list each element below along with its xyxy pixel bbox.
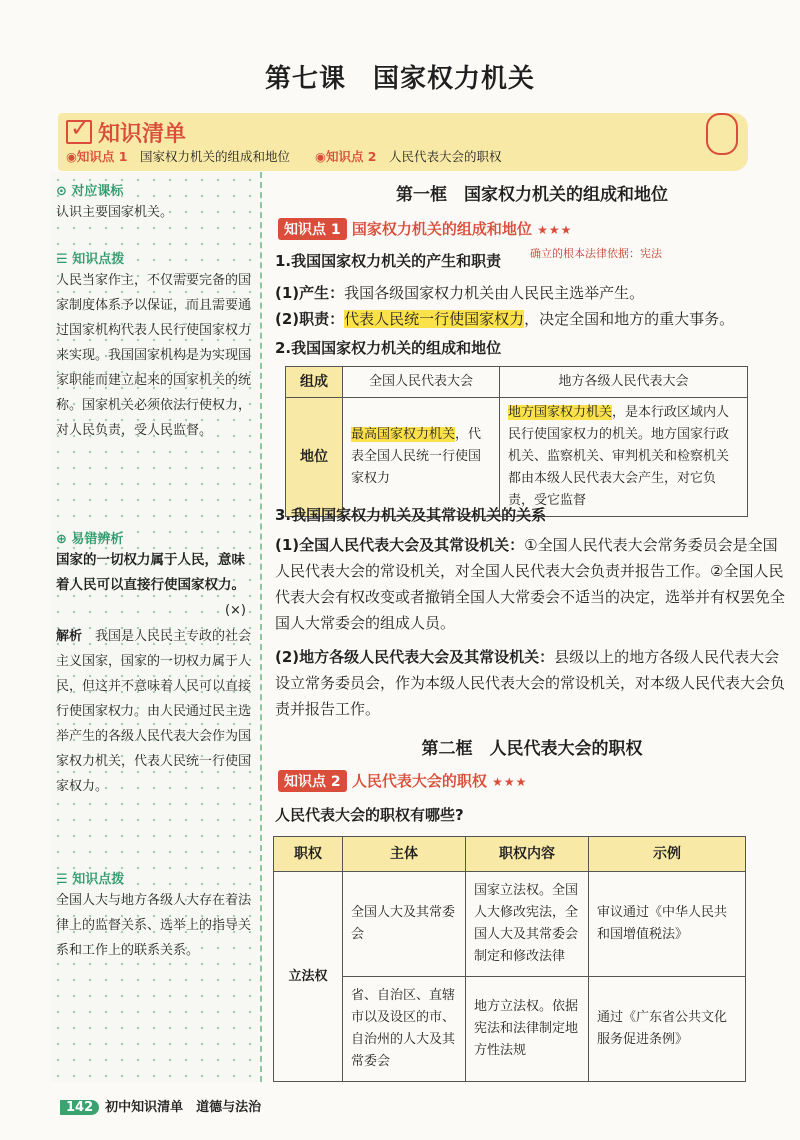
knowledge-banner (58, 113, 748, 171)
powers-table (273, 836, 746, 1082)
cell: 最高国家权力机关，代表全国人民统一行使国家权力 (343, 398, 500, 517)
sidebar-text-tip2: 全国人大与地方各级人大存在着法律上的监督关系、选举上的指导关系和工作上的联系关系。 (56, 893, 252, 958)
sidebar-error-analysis: 解析 我国是人民民主专政的社会主义国家，国家的一切权力属于人民，但这并不意味着人民可以直接行使国家权力。由人民通过民主选举产生的各级人民代表大会作为国家权力机关，代表人民统一行使国家权力。 (56, 629, 252, 794)
cell: 地方立法权。依据宪法和法律制定地方性法规 (466, 977, 589, 1082)
power-cell: 立法权 (274, 872, 343, 1082)
col-header: 职权内容 (466, 837, 589, 872)
footer: 142 初中知识清单 道德与法治 (60, 1096, 261, 1115)
banner-items: ◉知识点 1 国家权力机关的组成和地位 ◉知识点 2 人民代表大会的职权 (66, 149, 502, 164)
sidebar-error-question: 国家的一切权力属于人民，意味着人民可以直接行使国家权力。 (56, 552, 245, 593)
sidebar-error-answer: (×) (224, 603, 246, 618)
question: 人民代表大会的职权有哪些? (275, 806, 464, 824)
sidebar-head-tip: ☰ 知识点拨 (56, 252, 125, 267)
page-title: 第七课 国家权力机关 (264, 64, 535, 94)
checkbox-icon (66, 120, 92, 144)
sidebar-head-tip2: ☰ 知识点拨 (56, 872, 125, 887)
sidebar (50, 172, 262, 1082)
sidebar-head-error: ⊕ 易错辨析 (56, 532, 124, 547)
cell: 审议通过《中华人民共和国增值税法》 (589, 872, 746, 977)
section1-heading: 1.我国国家权力机关的产生和职责 (275, 252, 502, 270)
p1a: (1)产生：我国各级国家权力机关由人民民主选举产生。 (275, 284, 645, 302)
col-header: 示例 (589, 837, 746, 872)
page-number: 142 (60, 1100, 99, 1115)
sidebar-text-standard: 认识主要国家机关。 (56, 205, 174, 220)
cell: 全国人大及其常委会 (343, 872, 466, 977)
section2-heading: 2.我国国家权力机关的组成和地位 (275, 339, 502, 357)
composition-table (285, 366, 748, 517)
bullet-icon: ◉ (66, 149, 77, 164)
cell: 通过《广东省公共文化服务促进条例》 (589, 977, 746, 1082)
frame2-title: 第二框 人民代表大会的职权 (421, 739, 643, 759)
sidebar-text-tip: 人民当家作主，不仅需要完备的国家制度体系予以保证，而且需要通过国家机构代表人民行使国家权力来实现。我国国家机构是为实现国家职能而建立起来的国家机关的统称。国家机关必须依法行使权力，对人民负责，受人民监督。 (56, 273, 252, 438)
col-header: 职权 (274, 837, 343, 872)
cell: 省、自治区、直辖市以及设区的市、自治州的人大及其常委会 (343, 977, 466, 1082)
cell: 地方国家权力机关，是本行政区域内人民行使国家权力的机关。地方国家行政机关、监察机关、审判机关和检察机关都由本级人民代表大会产生，对它负责，受它监督 (500, 398, 748, 517)
row-label: 组成 (286, 367, 343, 398)
bullet-icon: ◉ (315, 149, 326, 164)
frame1-title: 第一框 国家权力机关的组成和地位 (396, 185, 668, 205)
cell: 全国人民代表大会 (343, 367, 500, 398)
kp1-heading: 知识点 1 国家权力机关的组成和地位 ★★★ (278, 218, 572, 240)
sidebar-head-standard: ⊙ 对应课标 (56, 184, 124, 199)
cell: 地方各级人民代表大会 (500, 367, 748, 398)
banner-title: ✓知识清单 (66, 117, 186, 148)
kp2-heading: 知识点 2 人民代表大会的职权 ★★★ (278, 770, 527, 792)
p1b: (2)职责：代表人民统一行使国家权力，决定全国和地方的重大事务。 (275, 310, 735, 328)
paperclip-icon (706, 113, 738, 155)
p3b: (2)地方各级人民代表大会及其常设机关：县级以上的地方各级人民代表大会设立常务委员会，作为本级人民代表大会的常设机关，对本级人民代表大会负责并报告工作。 (275, 648, 786, 718)
handwritten-note: 确立的根本法律依据：宪法 (530, 247, 662, 260)
row-label: 地位 (286, 398, 343, 517)
cell: 国家立法权。全国人大修改宪法，全国人大及其常委会制定和修改法律 (466, 872, 589, 977)
section3-heading: 3.我国国家权力机关及其常设机关的关系 (275, 506, 547, 524)
p3a: (1)全国人民代表大会及其常设机关：①全国人民代表大会常务委员会是全国人民代表大会的常设机关，对全国人民代表大会负责并报告工作。②全国人民代表大会有权改变或者撤销全国人大常委会不适当的决定，选举并有权罢免全国人大常委会的组成人员。 (275, 536, 786, 632)
col-header: 主体 (343, 837, 466, 872)
